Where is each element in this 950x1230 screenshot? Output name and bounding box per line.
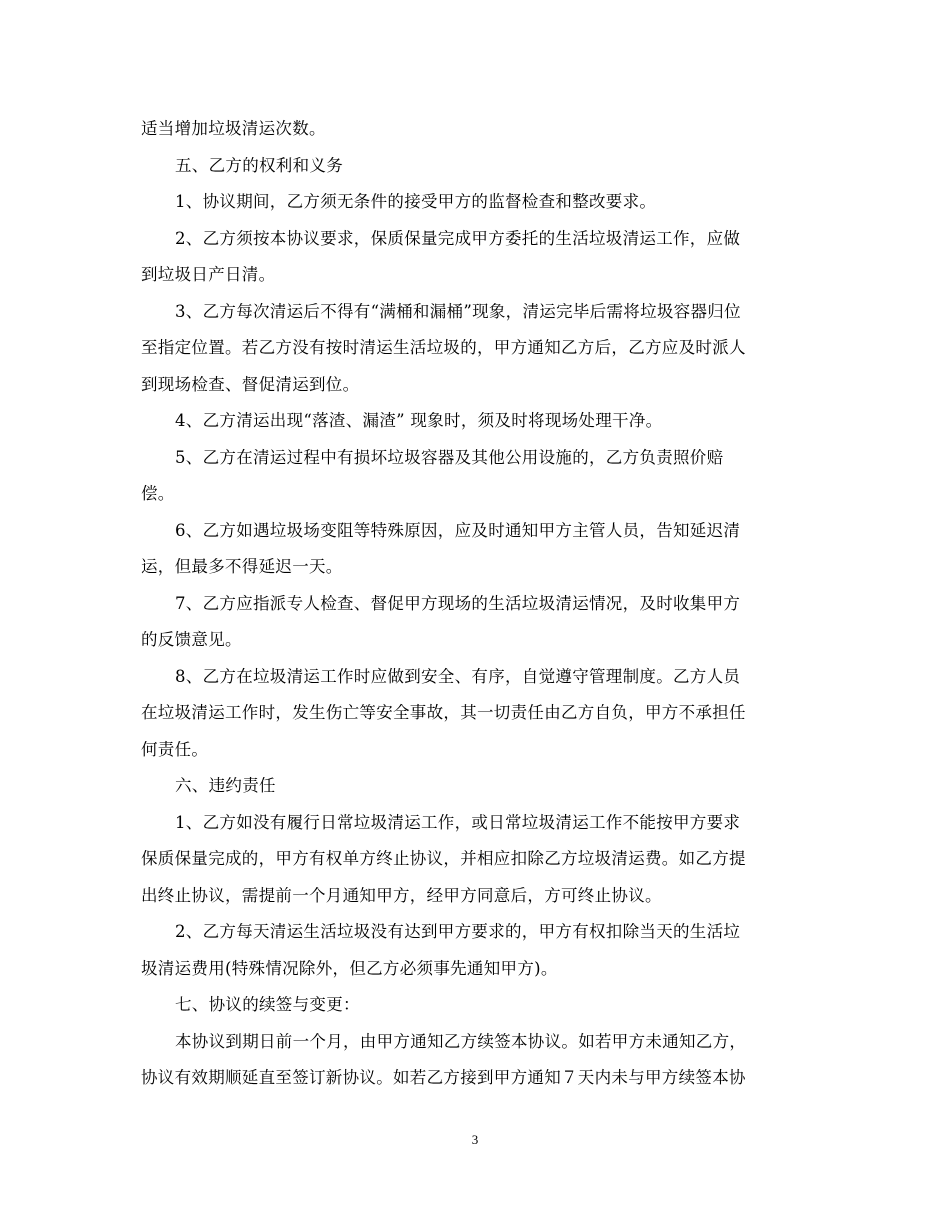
text-line: 1、乙方如没有履行日常垃圾清运工作，或日常垃圾清运工作不能按甲方要求 <box>175 812 741 832</box>
text-line: 至指定位置。若乙方没有按时清运生活垃圾的，甲方通知乙方后，乙方应及时派人 <box>141 338 746 357</box>
text-line: 2、乙方每天清运生活垃圾没有达到甲方要求的，甲方有权扣除当天的生活垃 <box>175 922 741 941</box>
text-line: 的反馈意见。 <box>141 630 242 649</box>
text-line: 1、协议期间，乙方须无条件的接受甲方的监督检查和整改要求。 <box>175 192 657 211</box>
text-line: 保质保量完成的，甲方有权单方终止协议，并相应扣除乙方垃圾清运费。如乙方提 <box>141 849 746 868</box>
text-line: 7、乙方应指派专人检查、督促甲方现场的生活垃圾清运情况，及时收集甲方 <box>175 593 741 613</box>
text-line: 5、乙方在清运过程中有损坏垃圾容器及其他公用设施的，乙方负责照价赔 <box>175 447 724 467</box>
text-line: 适当增加垃圾清运次数。 <box>141 119 326 138</box>
text-line: 六、违约责任 <box>175 776 276 795</box>
text-line: 七、协议的续签与变更： <box>175 995 360 1014</box>
text-line: 出终止协议，需提前一个月通知甲方，经甲方同意后，方可终止协议。 <box>141 885 662 905</box>
document-body <box>141 111 808 1097</box>
text-line: 五、乙方的权利和义务 <box>175 155 343 175</box>
text-line: 8、乙方在垃圾清运工作时应做到安全、有序，自觉遵守管理制度。乙方人员 <box>175 666 741 686</box>
text-line: 2、乙方须按本协议要求，保质保量完成甲方委托的生活垃圾清运工作，应做 <box>175 228 741 248</box>
text-line: 协议有效期顺延直至签订新协议。如若乙方接到甲方通知７天内未与甲方续签本协 <box>141 1068 746 1087</box>
text-line: 偿。 <box>141 484 175 503</box>
text-line: 何责任。 <box>141 739 209 759</box>
text-line: 3、乙方每次清运后不得有“满桶和漏桶”现象，清运完毕后需将垃圾容器归位 <box>175 301 741 321</box>
text-line: 在垃圾清运工作时，发生伤亡等安全事故，其一切责任由乙方自负，甲方不承担任 <box>141 703 746 722</box>
text-line: 到现场检查、督促清运到位。 <box>141 374 360 394</box>
text-line: 到垃圾日产日清。 <box>141 265 276 284</box>
text-line: 4、乙方清运出现“落渣、漏渣” 现象时，须及时将现场处理干净。 <box>175 411 663 430</box>
page-number: 3 <box>471 1132 479 1147</box>
text-line: 圾清运费用(特殊情况除外，但乙方必须事先通知甲方)。 <box>141 958 558 978</box>
text-line: 运，但最多不得延迟一天。 <box>141 557 343 576</box>
text-line: 本协议到期日前一个月，由甲方通知乙方续签本协议。如若甲方未通知乙方， <box>175 1031 747 1051</box>
text-line: 6、乙方如遇垃圾场变阻等特殊原因，应及时通知甲方主管人员，告知延迟清 <box>175 520 741 540</box>
